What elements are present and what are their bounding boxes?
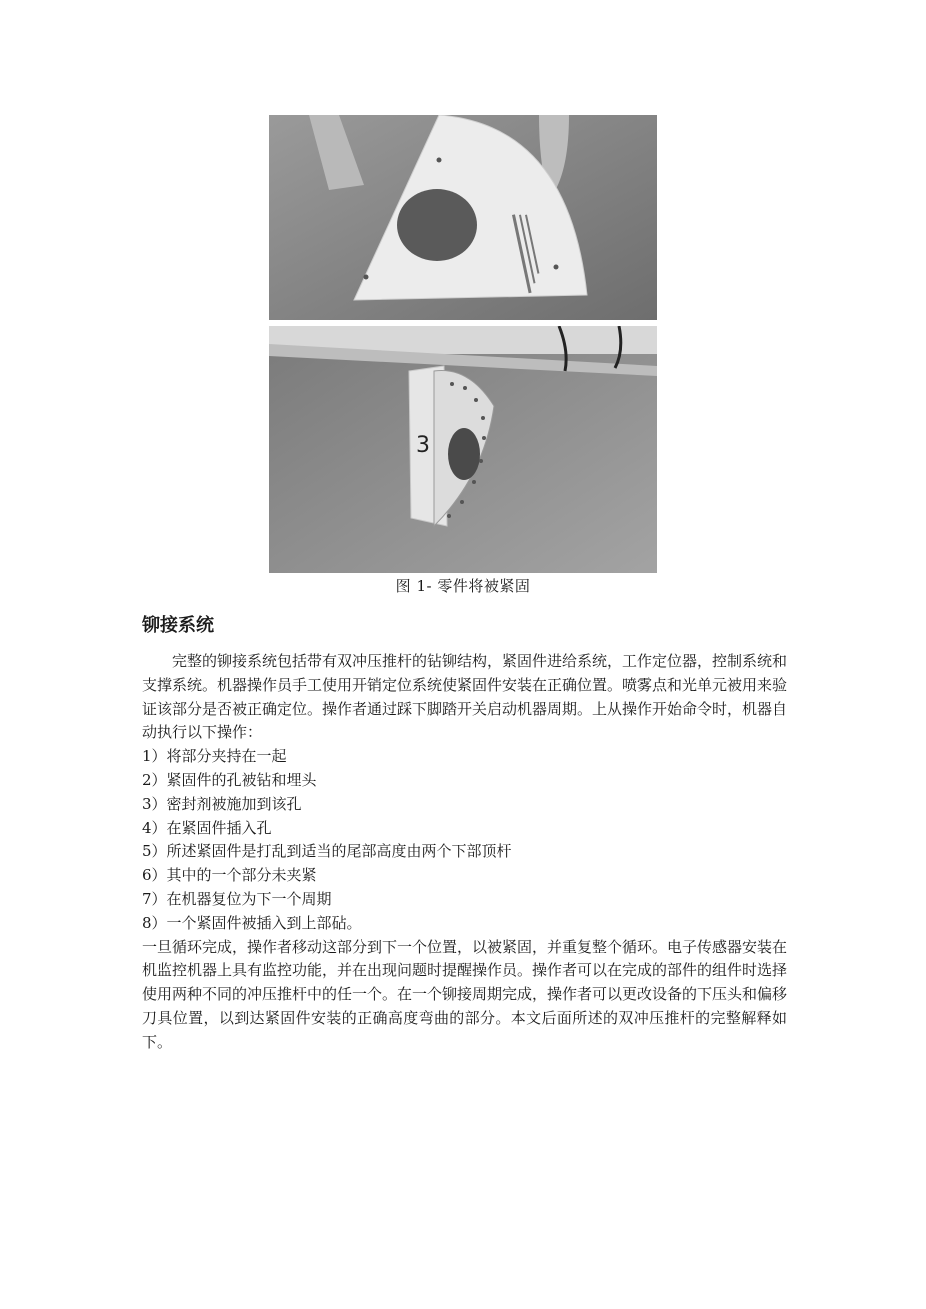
section-title: 铆接系统 (142, 615, 214, 636)
list-item: 7）在机器复位为下一个周期 (142, 889, 332, 908)
part-photo-bottom (269, 326, 657, 573)
list-item: 1）将部分夹持在一起 (142, 747, 287, 766)
figure-caption: 图 1- 零件将被紧固 (395, 577, 531, 595)
list-item: 4）在紧固件插入孔 (142, 818, 272, 837)
list-item: 6）其中的一个部分未夹紧 (142, 866, 317, 885)
list-item: 8）一个紧固件被插入到上部砧。 (142, 913, 362, 932)
list-item: 2）紧固件的孔被钻和埋头 (142, 770, 317, 789)
svg-text:3: 3 (416, 433, 430, 458)
closing-paragraph: 一旦循环完成，操作者移动这部分到下一个位置，以被紧固，并重复整个循环。电子传感器安装在机监控机器上具有监控功能，并在出现问题时提醒操作员。操作者可以在完成的部件的组件时选择使用两种不同的冲压推杆中的任一个。在一个铆接周期完成，操作者可以更改设备的下压头和偏移刀具位置，以到达紧固件安装的正确高度弯曲的部分。本文后面所述的双冲压推杆的完整解释如下。 (142, 937, 788, 1051)
figure (269, 115, 657, 595)
intro-paragraph: 完整的铆接系统包括带有双冲压推杆的钻铆结构，紧固件进给系统，工作定位器，控制系统和支撑系统。机器操作员手工使用开销定位系统使紧固件安装在正确位置。喷雾点和光单元被用来验证该部分是否被正确定位。操作者通过踩下脚踏开关启动机器周期。上从操作开始命令时，机器自动执行以下操作： (142, 652, 788, 742)
list-item: 3）密封剂被施加到该孔 (142, 794, 302, 813)
list-item: 5）所述紧固件是打乱到适当的尾部高度由两个下部顶杆 (142, 842, 512, 861)
section-body (142, 650, 787, 1055)
step-list (142, 745, 787, 935)
part-photo-top (269, 115, 657, 320)
